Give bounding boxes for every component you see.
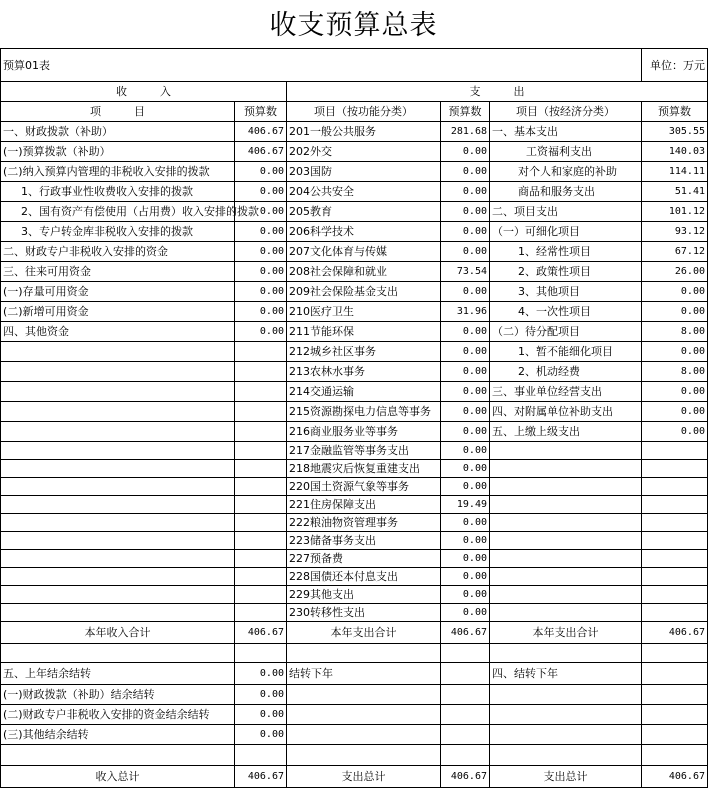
budget-table [0,48,708,788]
econ-item-value: 0.00 [642,382,708,402]
income-item-value [235,514,287,532]
func-item-value: 0.00 [441,242,490,262]
col-budget: 预算数 [235,102,287,122]
income-item-label [1,382,235,402]
econ-item-label: 4、一次性项目 [490,302,642,322]
col-budget: 预算数 [441,102,490,122]
func-item-label: 214交通运输 [287,382,441,402]
income-item-value: 0.00 [235,222,287,242]
empty-cell [490,644,642,663]
func-item-value: 31.96 [441,302,490,322]
func-item-value: 281.68 [441,122,490,142]
table-row [1,122,708,142]
func-item-value: 0.00 [441,514,490,532]
income-item-value: 0.00 [235,282,287,302]
econ-item-value: 0.00 [642,402,708,422]
econ-item-label: 二、项目支出 [490,202,642,222]
func-item-label: 206科学技术 [287,222,441,242]
table-row [1,302,708,322]
spacer-row [1,745,708,766]
econ-item-value [642,460,708,478]
func-item-label: 217金融监管等事务支出 [287,442,441,460]
econ-item-value: 0.00 [642,342,708,362]
econ-item-label: 1、暂不能细化项目 [490,342,642,362]
income-item-value [235,382,287,402]
income-item-value: 0.00 [235,202,287,222]
econ-grand-value: 406.67 [642,766,708,788]
empty-cell [287,745,441,766]
income-item-label: (一)存量可用资金 [1,282,235,302]
carry-item-label: (一)财政拨款（补助）结余结转 [1,685,235,705]
econ-item-label: 商品和服务支出 [490,182,642,202]
empty-cell [441,685,490,705]
table-row [1,550,708,568]
func-item-value: 0.00 [441,604,490,622]
econ-item-value [642,514,708,532]
income-item-label [1,496,235,514]
empty-cell [287,725,441,745]
col-func: 项目（按功能分类） [287,102,441,122]
income-item-value [235,402,287,422]
empty-cell [642,745,708,766]
carry-item-row [1,705,708,725]
func-item-value: 0.00 [441,586,490,604]
func-item-label: 223储备事务支出 [287,532,441,550]
econ-item-label [490,514,642,532]
empty-cell [642,725,708,745]
econ-item-label: 五、上缴上级支出 [490,422,642,442]
income-total-value: 406.67 [235,622,287,644]
empty-cell [287,685,441,705]
econ-item-value: 8.00 [642,362,708,382]
func-item-label: 212城乡社区事务 [287,342,441,362]
income-item-value [235,586,287,604]
income-item-value [235,342,287,362]
func-item-label: 205教育 [287,202,441,222]
econ-item-label: 三、事业单位经营支出 [490,382,642,402]
income-item-value: 0.00 [235,182,287,202]
meta-row [1,49,708,82]
table-row [1,532,708,550]
econ-item-label: 四、对附属单位补助支出 [490,402,642,422]
col-budget: 预算数 [642,102,708,122]
table-row [1,460,708,478]
table-row [1,496,708,514]
col-econ: 项目（按经济分类） [490,102,642,122]
income-item-value [235,496,287,514]
empty-cell [441,745,490,766]
form-code: 预算01表 [1,49,235,82]
empty-cell [490,725,642,745]
func-item-label: 227预备费 [287,550,441,568]
econ-item-label [490,550,642,568]
next-carry-func-label: 结转下年 [287,663,441,685]
carry-item-value: 0.00 [235,725,287,745]
prev-carry-label: 五、上年结余结转 [1,663,235,685]
econ-item-value [642,604,708,622]
func-item-label: 229其他支出 [287,586,441,604]
empty-cell [235,745,287,766]
income-item-value [235,362,287,382]
table-row [1,402,708,422]
income-item-label: 一、财政拨款（补助） [1,122,235,142]
func-item-value: 0.00 [441,182,490,202]
func-item-value: 0.00 [441,282,490,302]
carry-item-value: 0.00 [235,685,287,705]
empty-cell [642,663,708,685]
empty-cell [642,685,708,705]
income-item-value [235,550,287,568]
carry-item-row [1,685,708,705]
table-row [1,282,708,302]
empty-cell [490,685,642,705]
income-item-label: (二)新增可用资金 [1,302,235,322]
income-item-label [1,442,235,460]
empty-cell [441,644,490,663]
func-item-label: 221住房保障支出 [287,496,441,514]
income-item-value: 0.00 [235,262,287,282]
econ-item-label: 2、政策性项目 [490,262,642,282]
econ-item-value [642,496,708,514]
table-row [1,182,708,202]
empty-cell [642,644,708,663]
carry-item-label: (三)其他结余结转 [1,725,235,745]
econ-item-value: 305.55 [642,122,708,142]
econ-item-value [642,478,708,496]
func-grand-label: 支出总计 [287,766,441,788]
empty-cell [287,705,441,725]
income-item-label [1,460,235,478]
func-item-label: 203国防 [287,162,441,182]
income-item-label: (二)纳入预算内管理的非税收入安排的拨款 [1,162,235,182]
func-item-label: 215资源勘探电力信息等事务 [287,402,441,422]
income-item-value [235,442,287,460]
table-row [1,342,708,362]
income-item-value: 0.00 [235,322,287,342]
econ-item-value [642,532,708,550]
func-item-label: 201一般公共服务 [287,122,441,142]
func-item-value: 0.00 [441,532,490,550]
income-item-label: 3、专户转金库非税收入安排的拨款 [1,222,235,242]
income-item-label: 四、其他资金 [1,322,235,342]
econ-item-label: 工资福利支出 [490,142,642,162]
table-row [1,222,708,242]
func-item-label: 207文化体育与传媒 [287,242,441,262]
totals-row [1,622,708,644]
func-total-label: 本年支出合计 [287,622,441,644]
econ-item-value: 8.00 [642,322,708,342]
func-item-value: 73.54 [441,262,490,282]
econ-item-value [642,586,708,604]
empty-cell [441,725,490,745]
func-item-label: 202外交 [287,142,441,162]
empty-cell [441,705,490,725]
func-item-value: 0.00 [441,550,490,568]
func-item-label: 209社会保险基金支出 [287,282,441,302]
empty-cell [441,663,490,685]
func-item-label: 218地震灾后恢复重建支出 [287,460,441,478]
income-item-label [1,402,235,422]
table-row [1,162,708,182]
prev-carry-value: 0.00 [235,663,287,685]
income-item-label: 三、往来可用资金 [1,262,235,282]
econ-item-label [490,496,642,514]
expense-header: 支 出 [287,82,708,102]
income-item-label [1,586,235,604]
table-row [1,586,708,604]
econ-total-value: 406.67 [642,622,708,644]
table-row [1,362,708,382]
carry-row [1,663,708,685]
income-item-value: 0.00 [235,242,287,262]
table-row [1,478,708,496]
func-item-value: 0.00 [441,382,490,402]
income-item-label [1,342,235,362]
income-item-label: 1、行政事业性收费收入安排的拨款 [1,182,235,202]
table-row [1,322,708,342]
income-item-label [1,604,235,622]
income-item-value [235,478,287,496]
econ-item-value: 67.12 [642,242,708,262]
income-grand-value: 406.67 [235,766,287,788]
table-row [1,142,708,162]
empty-cell [490,705,642,725]
table-row [1,604,708,622]
table-row [1,422,708,442]
income-item-value: 406.67 [235,122,287,142]
econ-item-value: 51.41 [642,182,708,202]
carry-item-label: (二)财政专户非税收入安排的资金结余结转 [1,705,235,725]
table-row [1,202,708,222]
table-row [1,514,708,532]
spacer-row [1,644,708,663]
func-item-value: 0.00 [441,442,490,460]
econ-item-label: （一）可细化项目 [490,222,642,242]
econ-item-label: 对个人和家庭的补助 [490,162,642,182]
empty-cell [490,745,642,766]
empty-cell [642,705,708,725]
econ-item-value: 93.12 [642,222,708,242]
income-item-label [1,532,235,550]
econ-item-value: 0.00 [642,422,708,442]
income-item-label: (一)预算拨款（补助） [1,142,235,162]
func-item-label: 208社会保障和就业 [287,262,441,282]
income-total-label: 本年收入合计 [1,622,235,644]
income-item-label: 2、国有资产有偿使用（占用费）收入安排的拨款 [1,202,235,222]
income-item-value [235,568,287,586]
econ-item-label [490,478,642,496]
econ-item-label [490,532,642,550]
func-item-value: 0.00 [441,342,490,362]
empty-cell [235,644,287,663]
econ-item-label [490,586,642,604]
income-item-label [1,550,235,568]
table-row [1,568,708,586]
func-item-value: 0.00 [441,478,490,496]
income-item-value [235,604,287,622]
col-item: 项 目 [1,102,235,122]
next-carry-econ-label: 四、结转下年 [490,663,642,685]
column-header-row [1,102,708,122]
table-row [1,262,708,282]
econ-item-label: （二）待分配项目 [490,322,642,342]
grand-total-row [1,766,708,788]
page-title: 收支预算总表 [269,10,438,41]
table-row [1,382,708,402]
econ-item-value: 26.00 [642,262,708,282]
econ-item-label [490,568,642,586]
table-row [1,442,708,460]
econ-item-value: 0.00 [642,282,708,302]
income-item-label: 二、财政专户非税收入安排的资金 [1,242,235,262]
econ-item-value: 101.12 [642,202,708,222]
econ-total-label: 本年支出合计 [490,622,642,644]
econ-grand-label: 支出总计 [490,766,642,788]
income-item-value [235,532,287,550]
income-item-label [1,478,235,496]
func-total-value: 406.67 [441,622,490,644]
econ-item-value [642,442,708,460]
func-item-value: 0.00 [441,402,490,422]
econ-item-value [642,568,708,586]
econ-item-label [490,604,642,622]
econ-item-label: 1、经常性项目 [490,242,642,262]
func-item-label: 210医疗卫生 [287,302,441,322]
econ-item-value: 140.03 [642,142,708,162]
income-item-value: 406.67 [235,142,287,162]
func-grand-value: 406.67 [441,766,490,788]
income-grand-label: 收入总计 [1,766,235,788]
func-item-value: 0.00 [441,422,490,442]
func-item-value: 0.00 [441,142,490,162]
empty-cell [1,644,235,663]
func-item-value: 0.00 [441,568,490,586]
income-item-label [1,514,235,532]
income-item-label [1,362,235,382]
func-item-value: 0.00 [441,362,490,382]
func-item-label: 216商业服务业等事务 [287,422,441,442]
income-item-value: 0.00 [235,162,287,182]
func-item-value: 0.00 [441,202,490,222]
func-item-label: 230转移性支出 [287,604,441,622]
table-row [1,242,708,262]
income-item-label [1,568,235,586]
econ-item-label: 3、其他项目 [490,282,642,302]
func-item-label: 228国债还本付息支出 [287,568,441,586]
econ-item-label: 一、基本支出 [490,122,642,142]
econ-item-label [490,442,642,460]
func-item-label: 204公共安全 [287,182,441,202]
carry-item-value: 0.00 [235,705,287,725]
func-item-label: 222粮油物资管理事务 [287,514,441,532]
empty-cell [287,644,441,663]
func-item-value: 0.00 [441,322,490,342]
income-header: 收 入 [1,82,287,102]
econ-item-label [490,460,642,478]
income-item-value: 0.00 [235,302,287,322]
econ-item-label: 2、机动经费 [490,362,642,382]
func-item-label: 211节能环保 [287,322,441,342]
func-item-value: 19.49 [441,496,490,514]
econ-item-value [642,550,708,568]
unit-label: 单位：万元 [642,49,708,82]
empty-cell [1,745,235,766]
section-header-row [1,82,708,102]
econ-item-value: 114.11 [642,162,708,182]
func-item-value: 0.00 [441,222,490,242]
func-item-label: 213农林水事务 [287,362,441,382]
func-item-label: 220国土资源气象等事务 [287,478,441,496]
income-item-value [235,422,287,442]
income-item-value [235,460,287,478]
func-item-value: 0.00 [441,460,490,478]
income-item-label [1,422,235,442]
func-item-value: 0.00 [441,162,490,182]
carry-item-row [1,725,708,745]
econ-item-value: 0.00 [642,302,708,322]
